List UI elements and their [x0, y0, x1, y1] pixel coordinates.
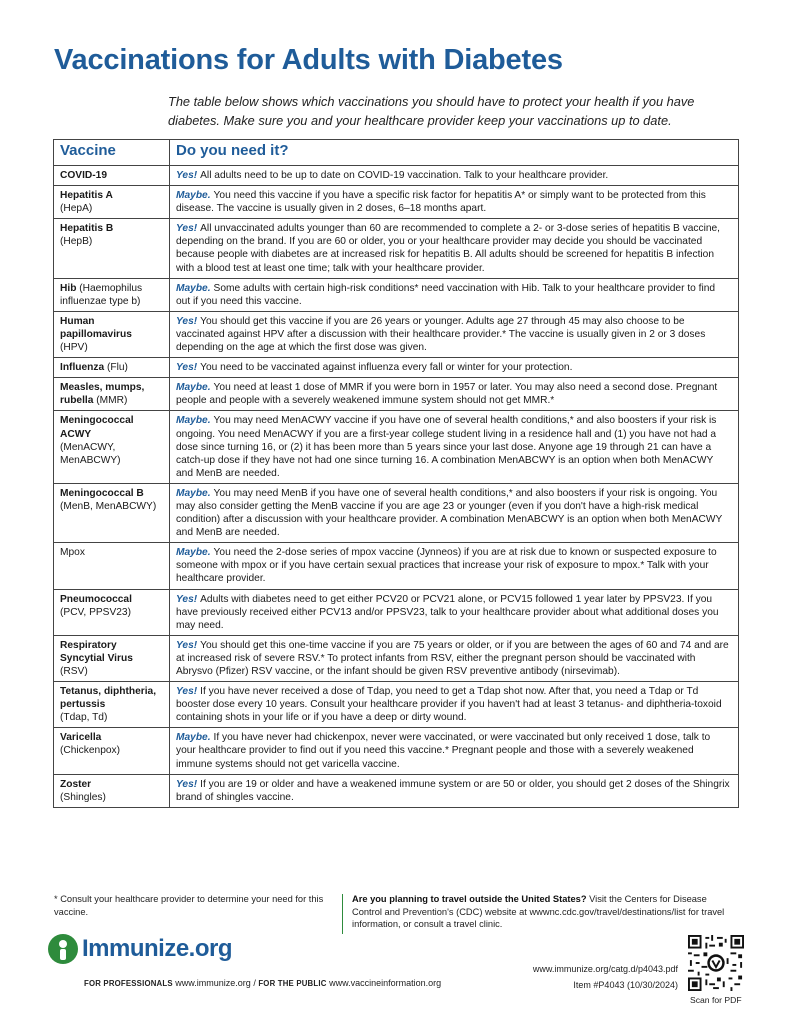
vaccine-name-cell [54, 483, 170, 542]
table-row [54, 589, 739, 635]
vaccine-abbreviation: (HepB) [60, 236, 93, 248]
recommendation-text: If you have never received a dose of Tdap, you need to get a Tdap shot now. After that, you need a Tdap or Td booster dose every 10 years. Consult your healthcare provider if you haven't had at least 3 tetanus- and diphtheria-toxoid containing shots in your life or if you have a deep or dirty wound. [176, 686, 722, 724]
recommendation-answer: Maybe. [176, 487, 211, 499]
vaccine-name: Respiratory Syncytial Virus [60, 639, 133, 664]
table-row [54, 774, 739, 807]
vaccine-name-cell [54, 728, 170, 774]
page-title: Vaccinations for Adults with Diabetes [54, 44, 563, 76]
immunize-logo[interactable] [48, 934, 232, 964]
recommendation-answer: Yes! [176, 223, 198, 235]
recommendation-answer: Maybe. [176, 382, 211, 394]
item-number: Item #P4043 (10/30/2024) [573, 980, 678, 990]
table-row [54, 219, 739, 278]
table-row [54, 728, 739, 774]
vaccine-abbreviation: (MenB, MenABCWY) [60, 500, 157, 512]
vaccine-name-line [60, 223, 113, 234]
recommendation-answer: Yes! [176, 593, 198, 605]
vaccine-abbreviation: (Tdap, Td) [60, 712, 108, 724]
vaccine-name: Meningococcal B [60, 487, 144, 499]
pdf-url[interactable]: www.immunize.org/catg.d/p4043.pdf [532, 964, 678, 974]
travel-note [352, 893, 732, 931]
recommendation-cell [170, 358, 739, 378]
vaccine-name: Human papillomavirus [60, 315, 132, 340]
vaccine-name-line [60, 779, 91, 790]
vaccine-name-cell [54, 278, 170, 311]
recommendation-text: Some adults with certain high-risk conditions* need vaccination with Hib. Talk to your healthcare provider to find out if you need this vaccine. [176, 282, 716, 307]
recommendation-cell [170, 186, 739, 219]
recommendation-text: You need the 2-dose series of mpox vaccine (Jynneos) if you are at risk due to known or suspected exposure to someone with mpox or if you have certain sexual practices that increase your risk of exposure to mpox.* Talk with your healthcare provider. [176, 547, 717, 585]
recommendation-cell [170, 682, 739, 728]
recommendation-cell [170, 728, 739, 774]
table-row [54, 682, 739, 728]
recommendation-cell [170, 589, 739, 635]
recommendation-text: If you are 19 or older and have a weakened immune system or are 50 or older, you should get 2 doses of the Shingrix brand of shingles vaccine. [176, 778, 730, 803]
vaccine-name-cell [54, 635, 170, 681]
footnote: * Consult your healthcare provider to determine your need for this vaccine. [54, 894, 324, 917]
vaccine-abbreviation: (PCV, PPSV23) [60, 606, 131, 618]
public-link[interactable]: www.vaccineinformation.org [329, 978, 442, 988]
link-separator: / [253, 978, 256, 988]
vaccine-abbreviation: (Shingles) [60, 791, 106, 803]
table-header-row [54, 140, 739, 166]
recommendation-text: You should get this one-time vaccine if you are 75 years or older, or if you are between the ages of 60 and 74 and are at increased risk of severe RSV.* To protect infants from RSV, either the pregnant person should be vaccinated with Abrysvo (Pfizer) RSV vaccine, or the infant should be given RSV preventive antibody (nirsevimab). [176, 639, 729, 677]
table-row [54, 278, 739, 311]
intro-text: The table below shows which vaccinations you should have to protect your health if you have diabetes. Make sure you and your healthcare provider keep your vaccinations up to date. [168, 94, 695, 128]
vaccine-name: Tetanus, diphtheria, pertussis [60, 686, 157, 711]
recommendation-answer: Yes! [176, 639, 198, 651]
vaccine-name-cell [54, 774, 170, 807]
qr-caption: Scan for PDF [690, 995, 742, 1005]
pro-link[interactable]: www.immunize.org [175, 978, 251, 988]
vaccine-abbreviation: (HPV) [60, 342, 88, 354]
vaccine-name-cell [54, 219, 170, 278]
public-label: FOR THE PUBLIC [258, 979, 327, 988]
vaccine-name-cell [54, 411, 170, 483]
table-row [54, 378, 739, 411]
vaccine-name-line [60, 640, 133, 664]
recommendation-cell [170, 219, 739, 278]
recommendation-cell [170, 774, 739, 807]
recommendation-cell [170, 635, 739, 681]
vaccine-name: Hepatitis B [60, 223, 114, 235]
recommendation-answer: Yes! [176, 170, 198, 181]
pro-label: FOR PROFESSIONALS [84, 979, 173, 988]
recommendation-answer: Maybe. [176, 190, 211, 202]
vaccine-abbreviation: (MenACWY, MenABCWY) [60, 441, 121, 466]
vaccine-name: Influenza [60, 362, 105, 374]
recommendation-answer: Maybe. [176, 547, 211, 559]
vaccine-table [53, 139, 739, 808]
recommendation-cell [170, 166, 739, 186]
vaccine-name: Pneumococcal [60, 593, 132, 605]
recommendation-answer: Maybe. [176, 282, 211, 294]
table-row [54, 186, 739, 219]
vaccine-name: Varicella [60, 732, 102, 744]
vaccine-name-suffix: (Haemophilus influenzae type b) [60, 282, 143, 307]
travel-note-lead: Are you planning to travel outside the United States? [352, 894, 587, 904]
vaccine-name: Hepatitis A [60, 190, 113, 202]
header-need: Do you need it? [170, 140, 739, 166]
vaccine-name-line [60, 686, 156, 710]
recommendation-cell [170, 543, 739, 589]
vaccine-abbreviation: (RSV) [60, 666, 88, 677]
vaccine-abbreviation: (HepA) [60, 203, 93, 215]
footer-divider [342, 894, 343, 934]
vaccine-name-cell [54, 543, 170, 589]
recommendation-cell [170, 278, 739, 311]
recommendation-text: Adults with diabetes need to get either PCV20 or PCV21 alone, or PCV15 followed 1 year later by PPSV23. If you have previously received either PCV13 and/or PPSV23, talk to your healthcare provider about what additional doses you may need. [176, 593, 719, 631]
table-row [54, 543, 739, 589]
vaccine-name-cell [54, 311, 170, 357]
recommendation-text: All unvaccinated adults younger than 60 are recommended to complete a 2- or 3-dose series of hepatitis B vaccine, depending on the brand. If you are 60 or older, you or your healthcare provider may decide you should be vaccinated because people with diabetes are at increased risk for hepatitis B. All adults should be screened for hepatitis B infection with a blood test at least one time; talk with your healthcare provider. [176, 223, 720, 274]
vaccine-name: Mpox [60, 547, 85, 559]
table-row [54, 166, 739, 186]
vaccine-name: Measles, mumps, rubella [60, 382, 145, 407]
table-row [54, 483, 739, 542]
vaccine-name-line [60, 170, 107, 181]
vaccine-name-cell [54, 589, 170, 635]
recommendation-answer: Maybe. [176, 732, 211, 744]
recommendation-cell [170, 311, 739, 357]
recommendation-text: You need to be vaccinated against influenza every fall or winter for your protection. [200, 362, 573, 374]
vaccine-name: Zoster [60, 778, 92, 790]
travel-note-text: Visit the Centers for Disease Control and Prevention's (CDC) website at wwwnc.cdc.gov/travel/destinations/list for travel information, or consult a travel clinic. [352, 894, 725, 929]
vaccine-name-cell [54, 358, 170, 378]
vaccine-name-cell [54, 682, 170, 728]
vaccine-name-cell [54, 186, 170, 219]
logo-person-icon [48, 934, 78, 964]
vaccine-name-cell [54, 166, 170, 186]
vaccine-name-suffix: (MMR) [96, 395, 128, 407]
vaccine-name-suffix: (Flu) [107, 362, 128, 374]
vaccine-name: Hib [60, 282, 77, 294]
table-row [54, 411, 739, 483]
recommendation-answer: Yes! [176, 686, 198, 698]
vaccine-name-cell [54, 378, 170, 411]
recommendation-answer: Yes! [176, 315, 198, 327]
recommendation-text: You may need MenACWY vaccine if you have one of several health conditions,* and also boosters if your risk is ongoing. You need MenACWY if you are a first-year college student living in a residence hall and (1) you have not had a dose since turning 16, or (2) it has been more than 5 years since your last dose. Anyone age 19 through 21 can have a catch-up dose if they have not had one since turning 16. A combination MenABCWY is an option when both MenACWY and MenB are needed. [176, 415, 717, 479]
recommendation-answer: Yes! [176, 778, 198, 790]
vaccine-name-line [60, 362, 128, 373]
header-vaccine: Vaccine [54, 140, 170, 166]
recommendation-answer: Yes! [176, 362, 198, 374]
table-row [54, 311, 739, 357]
resource-links [84, 978, 441, 988]
table-row [54, 358, 739, 378]
qr-code-icon[interactable] [688, 935, 744, 991]
vaccine-name-line [60, 415, 134, 439]
vaccine-name-line [60, 594, 132, 605]
recommendation-cell [170, 411, 739, 483]
vaccine-name-line [60, 316, 132, 340]
recommendation-answer: Maybe. [176, 415, 211, 427]
vaccine-name-line [60, 283, 142, 307]
logo-text: Immunize.org [82, 935, 233, 962]
vaccine-name-line [60, 488, 144, 499]
recommendation-cell [170, 378, 739, 411]
vaccine-abbreviation: (Chickenpox) [60, 745, 121, 757]
recommendation-text: You should get this vaccine if you are 26 years or younger. Adults age 27 through 45 may also choose to be vaccinated against HPV after a discussion with their healthcare provider.* The vaccine is usually given in 2 or 3 doses depending on the age at which the first dose was given. [176, 315, 706, 354]
vaccine-name-line [60, 382, 144, 406]
recommendation-text: You may need MenB if you have one of several health conditions,* and also boosters if your risk is ongoing. You may also consider getting the MenB vaccine if you are age 23 or younger (even if you don't have a high-risk medical condition) after a discussion with your healthcare provider. A combination MenABCWY is an option when both MenACWY and MenB are needed. [176, 487, 723, 539]
vaccine-name-line [60, 190, 113, 201]
recommendation-text: If you have never had chickenpox, never were vaccinated, or were vaccinated but only received 1 dose, talk to your healthcare provider to find out if you need this vaccine.* Pregnant people and those with a severely weakened immune systems should not get varicella vaccine. [176, 732, 711, 770]
recommendation-text: You need this vaccine if you have a specific risk factor for hepatitis A* or simply want to be protected from this disease. The vaccine is usually given in 2 doses, 6–18 months apart. [176, 190, 706, 215]
vaccine-name-line [60, 732, 101, 743]
recommendation-text: All adults need to be up to date on COVID-19 vaccination. Talk to your healthcare provider. [200, 170, 609, 181]
table-row [54, 635, 739, 681]
recommendation-text: You need at least 1 dose of MMR if you were born in 1957 or later. You may also need a second dose. Pregnant people and people with a severely weakened immune system should not get MMR.* [176, 382, 718, 407]
recommendation-cell [170, 483, 739, 542]
vaccine-name: COVID-19 [60, 170, 107, 181]
document-meta [533, 961, 678, 993]
vaccine-name: Meningococcal ACWY [60, 415, 134, 440]
